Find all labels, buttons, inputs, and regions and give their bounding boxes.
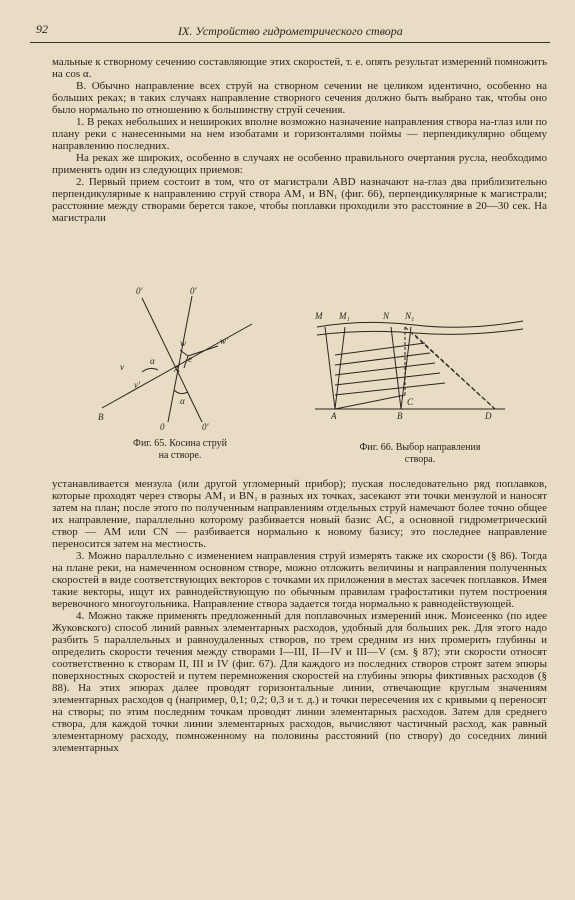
figure-65: [80, 280, 280, 470]
fig65-vector-w-prime: [188, 346, 218, 356]
fig66-label-a: A: [331, 411, 337, 420]
figure-65-caption: [100, 438, 260, 462]
fig66-label-n1: N₁: [405, 311, 415, 321]
fig66-sight-line-3: [425, 345, 495, 409]
paragraph-wide-rivers: На реках же широких, особенно в случаях не особенно правильного очертания русла, необходимо применять один из следующих приемов:: [52, 152, 547, 176]
fig66-float-track-2: [335, 353, 430, 365]
fig66-float-track-1: [335, 343, 425, 355]
fig66-label-b: B: [397, 411, 403, 420]
figure-66-caption-line2: створа.: [404, 454, 436, 465]
paragraph-continuation: мальные к створному сечению составляющие этих скоростей, т. е. опять результат измерений помножить на cos α.: [52, 56, 547, 80]
fig65-angle-arc-left: [142, 368, 158, 372]
fig66-label-d: D: [485, 411, 492, 420]
fig65-label-v: v: [120, 362, 124, 372]
fig66-label-c: C: [407, 397, 414, 407]
page-header: [30, 20, 550, 43]
fig65-label-o-top-left: 0': [136, 286, 143, 296]
fig66-far-bank: [317, 321, 523, 327]
fig65-label-b: B: [98, 412, 104, 422]
fig65-label-v-prime: v': [134, 380, 140, 390]
paragraph-continuation-2: устанавливается мензула (или другой угломерный прибор); пуская последовательно ряд поплавков, которые проходят через створы AM₁ и BN₁ в разных их точках, засекают эти точки мензулой и наносят затем на план; после этого по полученным направлениям отдельных струй намечают более точно общее их направление, параллельно которому разбивается новый базис AC, а основной гидрометрический створ — AM или CN — разбивается нормально к новому базису; это последнее направление переносится затем на местность.: [52, 478, 547, 550]
fig65-label-alpha-left: α: [150, 356, 155, 366]
fig66-sight-line-1: [405, 327, 495, 409]
fig66-label-m1: M₁: [339, 311, 350, 321]
text-block-top: [52, 56, 547, 224]
figure-66-caption: [325, 442, 515, 466]
fig66-label-m: M: [315, 311, 323, 321]
fig65-label-o-top-right: 0': [190, 286, 197, 296]
fig65-label-o-bottom-left: 0: [160, 422, 165, 430]
fig66-section-am1: [335, 327, 345, 409]
fig66-float-track-4: [335, 373, 440, 385]
fig65-label-e: e: [188, 354, 192, 364]
fig66-float-track-3: [335, 363, 435, 375]
figure-66-caption-line1: Фиг. 66. Выбор направления: [359, 442, 481, 453]
running-title: IX. Устройство гидрометрического створа: [178, 24, 403, 38]
fig65-angle-arc-bottom: [174, 390, 188, 394]
paragraph-v: В. Обычно направление всех струй на створном сечении не целиком идентично, особенно на больших реках; в таких случаях направление створного сечения должно быть выбрано так, чтобы оно было нормально по отношению к большинству струй сечения.: [52, 80, 547, 116]
paragraph-1: 1. В реках небольших и нешироких вполне возможно назначение направления створа на-глаз или по плану реки с нанесенными на нем изобатами и горизонталями поймы — перпендикулярно общему направлению последних.: [52, 116, 547, 152]
fig66-far-bank-hatch: [317, 329, 523, 335]
figure-65-caption-line1: Фиг. 65. Косина струй: [133, 438, 227, 449]
figure-65-diagram: [80, 280, 280, 430]
fig66-section-am: [325, 327, 335, 409]
paragraph-2: 2. Первый прием состоит в том, что от магистрали ABD назначают на-глаз два приблизительно перпендикулярные к направлению струй створа AM₁ и BN₁ (фиг. 66), перпендикулярные к магистрали; расстояние между створами берется такое, чтобы поплавки проходили это расстояние в 20—30 сек. На магистрали: [52, 176, 547, 224]
figure-66-diagram: [305, 305, 535, 420]
fig66-float-track-5: [335, 383, 445, 395]
figure-66: [305, 305, 535, 475]
fig65-label-w-prime: w': [220, 336, 228, 346]
paragraph-3: 3. Можно параллельно с изменением направления струй измерять также их скорости (§ 86). Тогда на плане реки, на намеченном основном створе, можно отложить величины и направления полученных скоростей в виде соответствующих векторов с точками их приложения в местах засечек поплавков. Имея такие векторы, ищут их равнодействующую по обычным правилам графостатики путем построения веревочного многоугольника. Направление створа задается тогда нормально к равнодействующей.: [52, 550, 547, 610]
paragraph-4: 4. Можно также применять предложенный для поплавочных измерений инж. Моисеенко (по идее Жуковского) способ линий равных элементарных расходов, удобный для больших рек. Для этого надо разбить 5 параллельных и равноудаленных створов, по трем средним из них промерить глубины и определить скорости течения между створами I—III, II—IV и III—V (см. § 87); эти скорости относят соответственно к створам II, III и IV (фиг. 67). Для каждого из последних створов строят затем эпюры поверхностных скоростей и путем перемножения скоростей на глубины эпюры фиктивных расходов (§ 88). На этих эпюрах далее проводят горизонтальные линии, отвечающие круглым значениям элементарных расходов q (например, 0,1; 0,2; 0,3 и т. д.) и точки пересечения их с кривыми q переносят на створы; по этим последним точкам проводят линии элементарных расходов. Затем для среднего створа, для каждой точки линии элементарных расходов, вычисляют частичный расход, как равный элементарному расходу, помноженному на половины расстояний (по створу) до соседних линий элементарных: [52, 610, 547, 754]
fig65-label-a: A: [174, 364, 180, 374]
figure-65-caption-line2: на створе.: [158, 450, 202, 461]
text-block-bottom: [52, 478, 547, 754]
fig66-base-ac: [335, 395, 405, 409]
fig66-label-n: N: [383, 311, 390, 321]
fig65-label-w: w: [180, 338, 187, 348]
page-number: 92: [36, 22, 48, 36]
fig65-label-alpha-bottom: α: [180, 396, 185, 406]
fig65-label-o-bottom-right: 0': [202, 422, 209, 430]
